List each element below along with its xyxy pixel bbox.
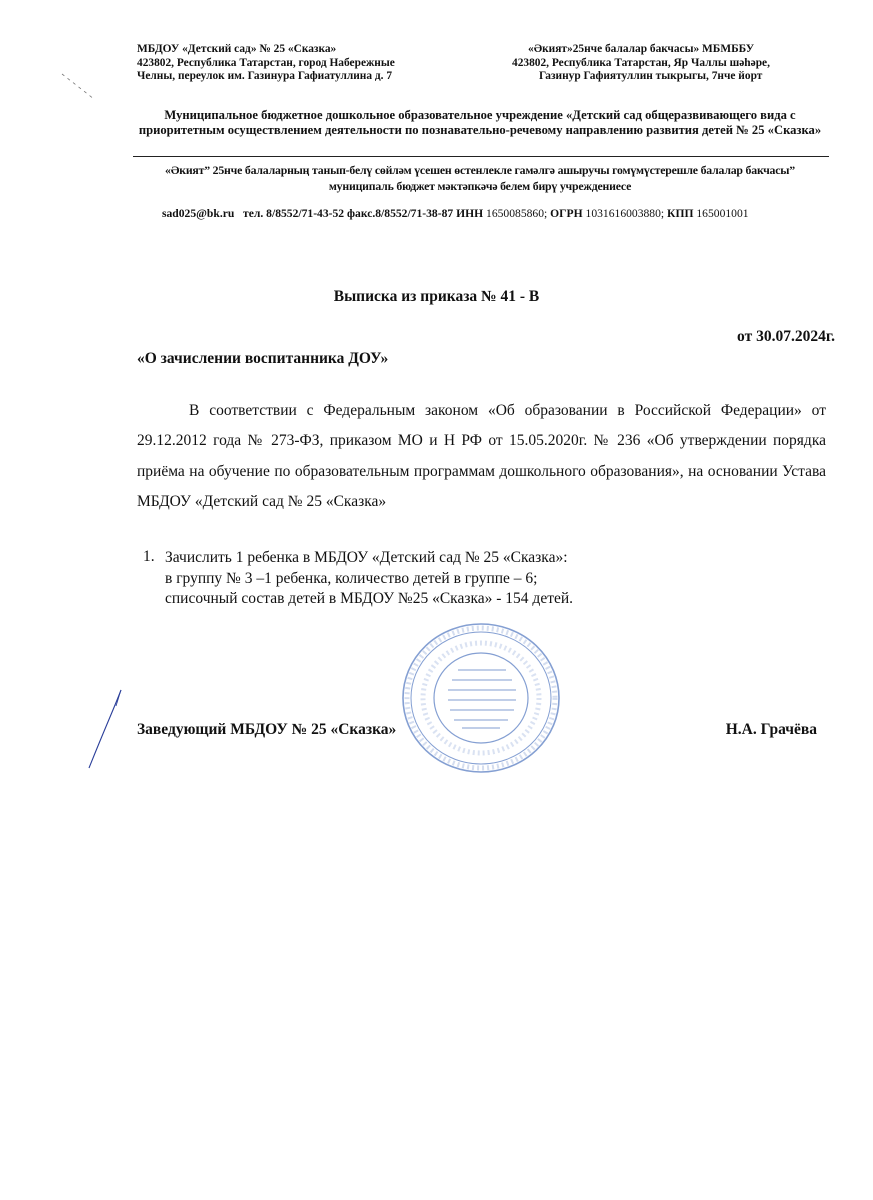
institution-full-name: Муниципальное бюджетное дошкольное образовательное учреждение «Детский сад общеразвивающего вида с приоритетным осуществлением деятельности по познавательно-речевому направлению развития детей № 25 «Сказка» xyxy=(138,108,822,137)
document-subject: «О зачислении воспитанника ДОУ» xyxy=(137,350,389,367)
contact-phones: тел. 8/8552/71-43-52 факс.8/8552/71-38-87 ИНН xyxy=(243,207,484,220)
header-right-line-3: Газинур Гафиятуллин тыкрыгы, 7нче йорт xyxy=(539,70,763,82)
header-left-line-3: Челны, переулок им. Газинура Гафиатуллина д. 7 xyxy=(137,70,393,82)
contact-kpp: 165001001 xyxy=(693,207,749,220)
header-left-line-2: 423802, Республика Татарстан, город Набережные xyxy=(137,56,395,69)
signature xyxy=(85,688,125,770)
contact-inn: 1650085860; xyxy=(483,207,551,220)
document-title: Выписка из приказа № 41 - В xyxy=(333,288,540,305)
list-item-number: 1. xyxy=(143,548,155,565)
header-right-line-1: «Әкият»25нче балалар бакчасы» МБМББУ xyxy=(528,43,755,55)
contact-ogrn-label: ОГРН xyxy=(550,207,583,220)
header-address-tt xyxy=(512,43,770,84)
header-right-line-2: 423802, Республика Татарстан, Яр Чаллы шәһәре, xyxy=(512,56,770,69)
list-line-2: в группу № 3 –1 ребенка, количество детей в группе – 6; xyxy=(165,569,538,587)
header-divider xyxy=(133,156,829,157)
scan-mark xyxy=(60,72,96,102)
signatory-name: Н.А. Грачёва xyxy=(725,721,817,738)
document-body-text: В соответствии с Федеральным законом «Об образовании в Российской Федерации» от 29.12.2012 года № 273-ФЗ, приказом МО и Н РФ от 15.05.2020г. № 236 «Об утверждении порядка приёма на обучение по образовательным программам дошкольного образования», на основании Устава МБДОУ «Детский сад № 25 «Сказка» xyxy=(137,402,826,510)
contact-email: sad025@bk.ru xyxy=(162,207,235,220)
list-line-1: Зачислить 1 ребенка в МБДОУ «Детский сад № 25 «Сказка»: xyxy=(165,549,568,566)
header-address-ru xyxy=(137,43,395,84)
institution-name-tatar: «Әкият” 25нче балаларның танып-белү сөйләм үсешен өстенлекле гамәлгә ашыручы гомүмүстерешле балалар бакчасы” муниципаль бюджет мәктәпкәчә белем бирү учреждениесе xyxy=(165,163,795,193)
official-stamp xyxy=(396,618,566,778)
contact-ogrn: 1031616003880; xyxy=(582,207,668,220)
document-body xyxy=(137,396,826,517)
header-left-line-1: МБДОУ «Детский сад» № 25 «Сказка» xyxy=(137,43,337,55)
contacts-line xyxy=(162,207,749,220)
document-date: от 30.07.2024г. xyxy=(737,328,835,345)
contact-kpp-label: КПП xyxy=(667,207,694,220)
list-line-3: списочный состав детей в МБДОУ №25 «Сказка» - 154 детей. xyxy=(165,590,574,607)
signatory-title: Заведующий МБДОУ № 25 «Сказка» xyxy=(137,721,397,738)
list-item xyxy=(165,548,573,610)
